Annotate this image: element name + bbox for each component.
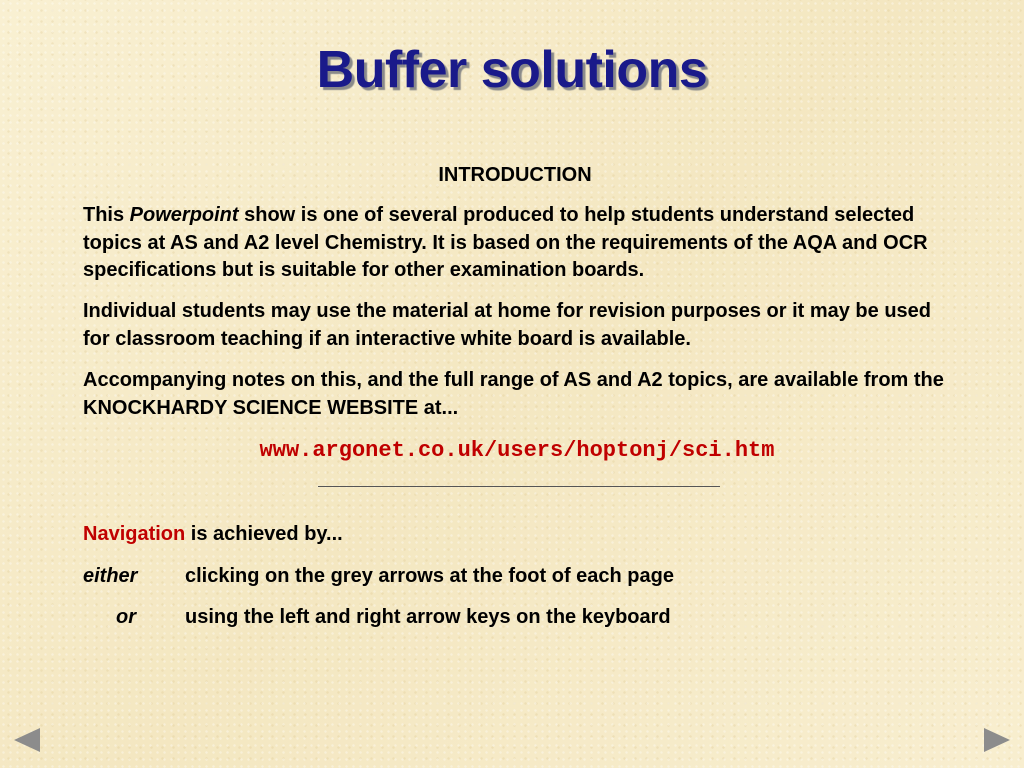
option-either-text: clicking on the grey arrows at the foot of each page — [185, 565, 674, 587]
slide-title: Buffer solutions — [316, 41, 708, 99]
intro-heading: INTRODUCTION — [438, 164, 592, 186]
powerpoint-emphasis: Powerpoint — [129, 204, 239, 226]
notes-paragraph: Accompanying notes on this, and the full range of AS and A2 topics, are available from the KNOCKHARDY SCIENCE WEBSITE at... — [83, 369, 944, 419]
usage-paragraph: Individual students may use the material at home for revision purposes or it may be used for classroom teaching if an interactive white board is available. — [83, 300, 931, 350]
navigation-keyword: Navigation — [83, 523, 186, 545]
navigation-rest: is achieved by... — [185, 523, 343, 545]
intro-paragraph-rest: show is one of several produced to help students understand selected topics at AS and A2 level Chemistry. It is based on the requirements of the AQA and OCR specifications but is suitable for other examination boards. — [83, 204, 928, 281]
right-arrow-icon — [982, 726, 1012, 754]
intro-paragraph-prefix: This — [83, 204, 130, 226]
website-link[interactable]: www.argonet.co.uk/users/hoptonj/sci.htm — [259, 438, 775, 463]
option-either-word: either — [83, 565, 138, 587]
next-slide-button[interactable] — [982, 726, 1012, 754]
divider — [318, 486, 720, 487]
intro-paragraph — [83, 202, 963, 285]
option-or-word: or — [116, 606, 136, 628]
option-or-text: using the left and right arrow keys on the keyboard — [185, 606, 671, 628]
navigation-line — [83, 523, 343, 546]
previous-slide-button[interactable] — [12, 726, 42, 754]
left-arrow-icon — [12, 726, 42, 754]
